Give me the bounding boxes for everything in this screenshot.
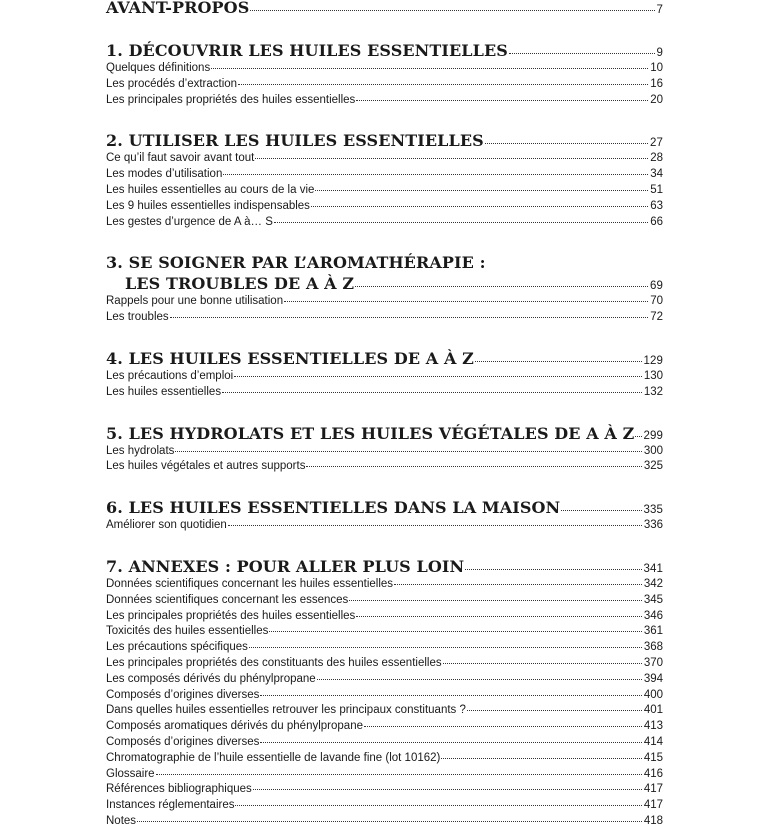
toc-entry-label: Données scientifiques concernant les huiles essentielles (106, 577, 394, 590)
dot-leader (635, 436, 641, 437)
toc-page-number: 335 (643, 504, 663, 517)
dot-leader (253, 789, 642, 790)
toc-page-number: 341 (643, 562, 663, 575)
toc-entry-label: Les procédés d’extraction (106, 77, 238, 90)
toc-page-number: 345 (643, 593, 663, 606)
toc-page-number: 325 (643, 460, 663, 473)
toc-entry[interactable] (106, 444, 663, 460)
toc-entry-label: Les hydrolats (106, 444, 175, 457)
dot-leader (441, 758, 641, 759)
dot-leader (223, 174, 648, 175)
toc-page-number: 346 (643, 609, 663, 622)
dot-leader (211, 68, 648, 69)
toc-page-number: 413 (643, 720, 663, 733)
toc-heading-label: 4. LES HUILES ESSENTIELLES DE A À Z (106, 348, 474, 368)
dot-leader (485, 143, 648, 144)
toc-entry-label: Rappels pour une bonne utilisation (106, 295, 284, 308)
toc-entry-label: Données scientifiques concernant les essences (106, 593, 349, 606)
toc-page-number: 20 (650, 93, 663, 106)
toc-entry[interactable] (106, 719, 663, 735)
toc-page-number: 129 (643, 354, 663, 367)
toc-entry[interactable] (106, 310, 663, 326)
dot-leader (234, 376, 642, 377)
toc-page-number: 370 (643, 656, 663, 669)
toc-heading-label: 2. UTILISER LES HUILES ESSENTIELLES (106, 131, 484, 151)
toc-entry[interactable] (106, 151, 663, 167)
toc-page-number: 70 (650, 295, 663, 308)
dot-leader (394, 584, 642, 585)
toc-page-number: 417 (643, 799, 663, 812)
spacer (106, 230, 663, 252)
toc-entry-avant-propos[interactable] (106, 0, 663, 18)
toc-page-number: 10 (650, 62, 663, 74)
toc-page-number: 63 (650, 199, 663, 212)
toc-page-number: 9 (656, 47, 663, 59)
toc-entry-label: Composés d’origines diverses (106, 735, 260, 748)
toc-page-number: 417 (643, 783, 663, 796)
toc-page-number: 72 (650, 311, 663, 324)
toc-page-number: 16 (650, 77, 663, 90)
toc-entry[interactable] (106, 61, 663, 77)
toc-entry[interactable] (106, 294, 663, 310)
dot-leader (156, 774, 642, 775)
toc-heading[interactable] (106, 423, 663, 444)
toc-entry-label: Les troubles (106, 311, 169, 324)
toc-page-number: 415 (643, 751, 663, 764)
toc-entry[interactable] (106, 688, 663, 704)
toc-entry-label: Toxicités des huiles essentielles (106, 625, 269, 638)
toc-section-6 (106, 497, 663, 534)
toc-entry[interactable] (106, 609, 663, 625)
toc-page-number: 342 (643, 577, 663, 590)
toc-entry[interactable] (106, 640, 663, 656)
toc-page-number: 361 (643, 625, 663, 638)
toc-page-number: 69 (650, 280, 663, 293)
toc-heading-label: AVANT-PROPOS (106, 0, 250, 17)
toc-page-number: 28 (650, 152, 663, 165)
dot-leader (306, 466, 641, 467)
toc-heading-label: 6. LES HUILES ESSENTIELLES DANS LA MAISON (106, 498, 561, 518)
dot-leader (269, 631, 641, 632)
toc-entry-label: Références bibliographiques (106, 783, 252, 796)
toc-entry[interactable] (106, 624, 663, 640)
spacer (106, 401, 663, 423)
spacer (106, 326, 663, 348)
toc-heading-label: 7. ANNEXES : POUR ALLER PLUS LOIN (106, 556, 465, 576)
dot-leader (260, 695, 641, 696)
toc-entry[interactable] (106, 369, 663, 385)
toc-heading[interactable] (106, 556, 663, 577)
toc-page-number: 401 (643, 704, 663, 717)
toc-heading-label: 1. DÉCOUVRIR LES HUILES ESSENTIELLES (106, 41, 508, 60)
toc-entry-label: Les précautions d’emploi (106, 369, 234, 382)
toc-entry-label: Les modes d’utilisation (106, 168, 223, 181)
toc-entry-label: Chromatographie de l’huile essentielle de lavande fine (lot 10162) (106, 751, 441, 764)
dot-leader (356, 616, 642, 617)
toc-page-number: 130 (643, 369, 663, 382)
dot-leader (235, 805, 641, 806)
toc-entry[interactable] (106, 199, 663, 215)
toc-page-number: 27 (650, 137, 663, 150)
toc-entry[interactable] (106, 518, 663, 534)
toc-entry[interactable] (106, 798, 663, 814)
dot-leader (467, 710, 642, 711)
toc-page-number: 299 (643, 429, 663, 442)
dot-leader (250, 10, 654, 11)
dot-leader (364, 726, 642, 727)
toc-entry[interactable] (106, 656, 663, 672)
toc-page-number: 418 (643, 814, 663, 827)
dot-leader (349, 600, 642, 601)
toc-entry[interactable] (106, 93, 663, 109)
toc-entry[interactable] (106, 459, 663, 475)
toc-page-number: 414 (643, 735, 663, 748)
toc-page-number: 7 (656, 4, 663, 16)
toc-entry[interactable] (106, 167, 663, 183)
spacer (106, 475, 663, 497)
toc-entry-label: Les gestes d’urgence de A à… S (106, 215, 273, 228)
toc-heading-continuation[interactable] (106, 273, 663, 294)
toc-heading[interactable] (106, 348, 663, 369)
spacer (106, 108, 663, 130)
dot-leader (315, 190, 648, 191)
spacer (106, 534, 663, 556)
toc-entry-label: Glossaire (106, 767, 155, 780)
toc-entry-label: Instances réglementaires (106, 799, 235, 812)
toc-page-number: 132 (643, 385, 663, 398)
toc-entry[interactable] (106, 672, 663, 688)
dot-leader (443, 663, 642, 664)
toc-page-number: 51 (650, 183, 663, 196)
toc-page-number: 300 (643, 444, 663, 457)
toc-entry-label: Les principales propriétés des huiles essentielles (106, 93, 356, 106)
toc-entry-label: Les composés dérivés du phénylpropane (106, 672, 316, 685)
dot-leader (137, 821, 642, 822)
dot-leader (509, 53, 655, 54)
table-of-contents (106, 0, 663, 830)
toc-entry[interactable] (106, 577, 663, 593)
toc-page-number: 66 (650, 215, 663, 228)
toc-page-number: 416 (643, 767, 663, 780)
toc-section-4 (106, 348, 663, 401)
toc-entry-label: Composés d’origines diverses (106, 688, 260, 701)
dot-leader (284, 301, 648, 302)
toc-entry-label: Les principales propriétés des constituants des huiles essentielles (106, 656, 442, 669)
toc-section-5 (106, 423, 663, 476)
dot-leader (465, 569, 641, 570)
spacer (106, 18, 663, 40)
toc-heading-label: 5. LES HYDROLATS ET LES HUILES VÉGÉTALES DE A À Z (106, 423, 635, 443)
dot-leader (249, 647, 642, 648)
toc-entry-label: Composés aromatiques dérivés du phénylpropane (106, 720, 363, 733)
dot-leader (260, 742, 641, 743)
toc-section-2 (106, 130, 663, 230)
toc-heading-label: LES TROUBLES DE A À Z (125, 274, 355, 294)
toc-entry-label: Dans quelles huiles essentielles retrouver les principaux constituants ? (106, 704, 466, 717)
dot-leader (238, 84, 648, 85)
toc-section-1 (106, 40, 663, 108)
toc-entry-label: Les huiles essentielles au cours de la vie (106, 183, 315, 196)
toc-entry-label: Les huiles essentielles (106, 385, 222, 398)
toc-heading[interactable] (106, 40, 663, 61)
toc-entry[interactable] (106, 593, 663, 609)
dot-leader (228, 525, 642, 526)
toc-entry-label: Améliorer son quotidien (106, 519, 227, 532)
toc-section-7 (106, 556, 663, 830)
toc-entry-label: Les huiles végétales et autres supports (106, 460, 306, 473)
dot-leader (175, 451, 641, 452)
toc-entry[interactable] (106, 751, 663, 767)
toc-entry-label: Ce qu’il faut savoir avant tout (106, 152, 255, 165)
dot-leader (222, 392, 642, 393)
toc-entry[interactable] (106, 77, 663, 93)
dot-leader (317, 679, 642, 680)
toc-entry[interactable] (106, 703, 663, 719)
toc-entry[interactable] (106, 735, 663, 751)
toc-entry[interactable] (106, 215, 663, 231)
toc-entry[interactable] (106, 814, 663, 830)
toc-entry-label: Les 9 huiles essentielles indispensables (106, 199, 310, 212)
toc-entry[interactable] (106, 385, 663, 401)
toc-entry[interactable] (106, 782, 663, 798)
toc-page-number: 400 (643, 688, 663, 701)
toc-entry-label: Les principales propriétés des huiles essentielles (106, 609, 356, 622)
toc-heading-label: 3. SE SOIGNER PAR L’AROMATHÉRAPIE : (106, 253, 486, 273)
dot-leader (561, 510, 641, 511)
dot-leader (274, 222, 648, 223)
toc-entry-label: Quelques définitions (106, 62, 211, 74)
toc-page-number: 336 (643, 519, 663, 532)
dot-leader (311, 206, 648, 207)
dot-leader (170, 317, 649, 318)
toc-section-3 (106, 252, 663, 326)
dot-leader (475, 361, 642, 362)
dot-leader (255, 158, 648, 159)
toc-page-number: 368 (643, 641, 663, 654)
toc-heading[interactable] (106, 130, 663, 151)
toc-page-number: 394 (643, 672, 663, 685)
dot-leader (355, 286, 648, 287)
toc-heading[interactable] (106, 252, 663, 273)
toc-heading[interactable] (106, 497, 663, 518)
dot-leader (356, 100, 648, 101)
toc-page-number: 34 (650, 168, 663, 181)
toc-entry-label: Les précautions spécifiques (106, 641, 248, 654)
toc-entry-label: Notes (106, 814, 137, 827)
toc-entry[interactable] (106, 183, 663, 199)
